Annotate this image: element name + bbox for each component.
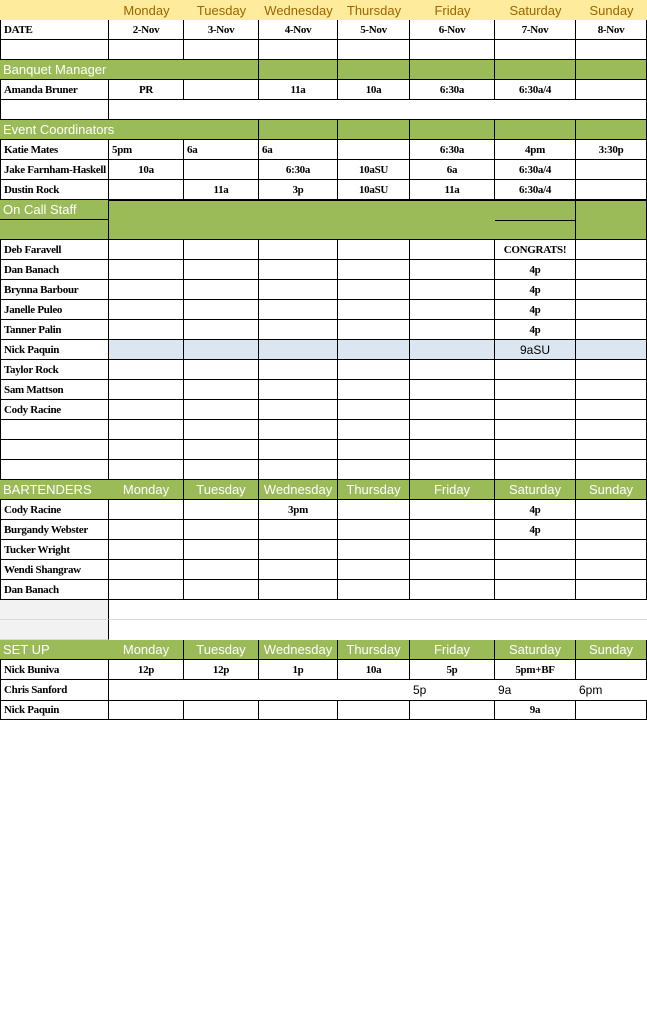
staff-row [0,280,647,300]
day-header-monday[interactable]: Monday [109,480,184,500]
empty-cell[interactable] [0,620,109,640]
day-header-tuesday[interactable]: Tuesday [184,640,259,660]
staff-row [0,260,647,280]
date-cell[interactable]: 2-Nov [109,20,184,40]
shift-cell[interactable]: 10a [338,660,410,680]
empty-cell[interactable] [338,440,410,460]
shift-cell[interactable] [338,560,410,580]
empty-cell[interactable] [109,100,647,120]
shift-cell[interactable] [184,240,259,260]
shift-cell[interactable]: 9aSU [495,340,576,360]
shift-cell[interactable] [109,180,184,200]
empty-cell[interactable] [495,40,576,60]
shift-cell[interactable] [109,240,184,260]
section-fill-cell[interactable] [410,120,495,140]
staff-name[interactable]: Dan Banach [0,260,109,280]
day-header-saturday[interactable]: Saturday [495,480,576,500]
shift-cell[interactable]: 12p [109,660,184,680]
shift-cell[interactable] [410,580,495,600]
staff-row [0,160,647,180]
section-title[interactable]: On Call Staff [0,200,109,220]
shift-cell[interactable]: 11a [259,80,338,100]
shift-cell[interactable] [410,400,495,420]
empty-cell[interactable] [338,460,410,480]
shift-cell[interactable] [338,280,410,300]
staff-name[interactable]: Cody Racine [0,500,109,520]
shift-cell[interactable]: 4p [495,300,576,320]
shift-cell[interactable] [576,500,647,520]
shift-cell[interactable] [576,660,647,680]
shift-cell[interactable] [184,700,259,720]
empty-cell[interactable] [576,420,647,440]
blank-row [0,440,647,460]
shift-cell[interactable] [109,500,184,520]
shift-cell[interactable] [259,340,338,360]
staff-row [0,500,647,520]
staff-name[interactable]: Dan Banach [0,580,109,600]
empty-cell[interactable] [0,420,109,440]
shift-cell[interactable] [109,380,184,400]
section-fill-cell[interactable] [576,120,647,140]
shift-cell[interactable] [259,320,338,340]
on-call-merged-block[interactable] [108,200,496,240]
shift-cell[interactable]: 6a [259,140,338,160]
shift-cell[interactable] [576,80,647,100]
empty-cell[interactable] [410,460,495,480]
staff-name[interactable]: Nick Buniva [0,660,109,680]
staff-row [0,580,647,600]
staff-row [0,320,647,340]
shift-cell[interactable]: 10a [338,80,410,100]
staff-row [0,240,647,260]
shift-cell[interactable] [410,320,495,340]
shift-cell[interactable] [495,580,576,600]
staff-row [0,300,647,320]
shift-cell[interactable] [109,560,184,580]
staff-row [0,560,647,580]
shift-cell[interactable] [259,300,338,320]
shift-cell[interactable] [184,680,259,700]
shift-cell[interactable] [338,340,410,360]
staff-name[interactable]: Jake Farnham-Haskell [0,160,109,180]
shift-cell[interactable] [259,580,338,600]
staff-name[interactable]: Wendi Shangraw [0,560,109,580]
section-header-on-call [0,200,647,240]
section-fill-cell[interactable] [495,120,576,140]
section-fill-cell[interactable] [338,60,410,80]
shift-cell[interactable]: PR [109,80,184,100]
empty-cell[interactable] [410,440,495,460]
section-header-banquet-manager [0,60,647,80]
shift-cell[interactable] [410,700,495,720]
section-fill-cell[interactable] [0,220,109,240]
section-fill-cell[interactable] [338,120,410,140]
shift-cell[interactable] [338,320,410,340]
shift-cell[interactable] [109,520,184,540]
shift-cell[interactable] [495,380,576,400]
shift-cell[interactable] [410,260,495,280]
shift-cell[interactable]: 9a [495,700,576,720]
day-header-saturday[interactable]: Saturday [495,640,576,660]
shift-cell[interactable] [410,360,495,380]
shift-cell[interactable] [109,400,184,420]
shift-cell[interactable] [259,400,338,420]
shift-cell[interactable] [410,380,495,400]
staff-row [0,700,647,720]
shift-cell[interactable] [338,680,410,700]
shift-cell[interactable] [109,280,184,300]
staff-name[interactable]: Tanner Palin [0,320,109,340]
shift-cell[interactable]: 6:30a/4 [495,180,576,200]
shift-cell[interactable] [338,380,410,400]
shift-cell[interactable] [184,320,259,340]
section-fill-cell[interactable] [259,60,338,80]
shift-cell[interactable] [259,240,338,260]
blank-row [0,460,647,480]
shift-cell[interactable] [109,700,184,720]
shift-cell[interactable] [184,560,259,580]
empty-cell[interactable] [0,100,109,120]
shift-cell[interactable] [109,340,184,360]
section-header-bartenders [0,480,647,500]
shift-cell[interactable]: 12p [184,660,259,680]
shift-cell[interactable]: 6:30a [259,160,338,180]
shift-cell[interactable]: 6:30a [410,140,495,160]
empty-cell[interactable] [410,40,495,60]
empty-cell[interactable] [184,420,259,440]
blank-row [0,600,647,620]
day-header-row [0,0,647,20]
date-cell[interactable]: 6-Nov [410,20,495,40]
shift-cell[interactable] [495,360,576,380]
blank-row [0,620,647,640]
empty-cell[interactable] [109,420,184,440]
day-header-wednesday[interactable]: Wednesday [259,640,338,660]
shift-cell[interactable]: 9a [498,683,512,697]
staff-row [0,180,647,200]
staff-row [0,520,647,540]
empty-cell[interactable] [0,440,109,460]
empty-cell[interactable] [338,40,410,60]
date-cell[interactable]: 7-Nov [495,20,576,40]
section-fill-cell[interactable] [259,120,338,140]
empty-cell[interactable] [109,460,184,480]
staff-row [0,140,647,160]
shift-cell[interactable]: 3:30p [576,140,647,160]
header-corner-cell[interactable] [0,0,109,20]
empty-cell[interactable] [184,40,259,60]
shift-cell[interactable] [109,580,184,600]
section-header-set-up [0,640,647,660]
shift-cell[interactable] [576,560,647,580]
shift-cell[interactable]: 10a [109,160,184,180]
staff-row-highlighted [0,340,647,360]
shift-cell[interactable] [576,160,647,180]
blank-row [0,420,647,440]
empty-cell[interactable] [0,40,109,60]
shift-cell[interactable]: 4p [495,260,576,280]
empty-cell[interactable] [109,620,647,640]
shift-cell[interactable] [410,280,495,300]
shift-cell[interactable] [338,500,410,520]
section-fill-cell[interactable] [410,60,495,80]
shift-cell[interactable] [259,540,338,560]
staff-name[interactable]: Katie Mates [0,140,109,160]
staff-name[interactable]: Taylor Rock [0,360,109,380]
date-cell[interactable]: 3-Nov [184,20,259,40]
shift-cell[interactable] [576,580,647,600]
empty-cell[interactable] [495,460,576,480]
shift-cell[interactable] [184,380,259,400]
shift-cell[interactable] [495,560,576,580]
staff-name[interactable]: Tucker Wright [0,540,109,560]
shift-cell[interactable]: 6:30a/4 [495,160,576,180]
shift-cell[interactable] [338,520,410,540]
shift-cell[interactable] [410,520,495,540]
shift-cell[interactable] [259,380,338,400]
shift-cell[interactable] [410,560,495,580]
empty-cell[interactable] [0,460,109,480]
shift-cell[interactable] [576,700,647,720]
shift-cell[interactable] [259,560,338,580]
empty-cell[interactable] [259,40,338,60]
empty-cell[interactable] [410,420,495,440]
staff-name[interactable]: Dustin Rock [0,180,109,200]
day-header-wednesday[interactable]: Wednesday [259,480,338,500]
shift-cell[interactable]: 6pm [579,683,603,697]
shift-cell[interactable] [338,140,410,160]
staff-name[interactable]: Amanda Bruner [0,80,109,100]
empty-cell[interactable] [576,440,647,460]
shift-cell[interactable] [109,540,184,560]
shift-cell[interactable]: 4pm [495,140,576,160]
shift-cell[interactable] [184,400,259,420]
shift-cell[interactable] [576,340,647,360]
day-header-sunday[interactable]: Sunday [576,480,647,500]
empty-cell[interactable] [184,440,259,460]
empty-cell[interactable] [338,420,410,440]
shift-cell[interactable]: 6a [410,160,495,180]
empty-cell[interactable] [576,40,647,60]
shift-cell[interactable]: 5pm [109,140,184,160]
blank-row [0,100,647,120]
shift-cell[interactable] [576,320,647,340]
day-header-thursday[interactable]: Thursday [338,640,410,660]
shift-cell[interactable] [576,280,647,300]
shift-cell[interactable]: 4p [495,280,576,300]
shift-cell[interactable] [495,400,576,420]
shift-cell[interactable] [576,540,647,560]
shift-cell[interactable] [184,80,259,100]
shift-cell[interactable] [576,520,647,540]
day-header-saturday[interactable]: Saturday [495,0,576,20]
on-call-saturday-block-bottom[interactable] [495,220,576,240]
section-title[interactable]: BARTENDERS [0,480,109,500]
shift-cell[interactable] [410,540,495,560]
empty-cell[interactable] [109,600,647,620]
shift-cell[interactable]: 10aSU [338,160,410,180]
shift-cell[interactable] [109,680,184,700]
date-cell[interactable]: 5-Nov [338,20,410,40]
staff-name[interactable]: Burgandy Webster [0,520,109,540]
shift-cell[interactable]: 3pm [259,500,338,520]
shift-cell[interactable] [338,400,410,420]
date-label[interactable]: DATE [0,20,109,40]
shift-cell[interactable] [184,300,259,320]
shift-cell[interactable] [259,700,338,720]
shift-cell[interactable] [410,240,495,260]
day-header-friday[interactable]: Friday [410,480,495,500]
shift-cell[interactable] [259,680,338,700]
shift-cell[interactable]: 4p [495,320,576,340]
section-fill-cell[interactable] [184,60,259,80]
shift-cell[interactable] [576,180,647,200]
shift-cell[interactable]: 3p [259,180,338,200]
staff-name[interactable]: Nick Paquin [0,700,109,720]
date-cell[interactable]: 8-Nov [576,20,647,40]
shift-cell[interactable] [576,360,647,380]
shift-cell[interactable] [338,260,410,280]
shift-cell[interactable] [410,340,495,360]
section-fill-cell[interactable] [184,120,259,140]
staff-row [0,660,647,680]
shift-cell[interactable] [338,360,410,380]
shift-cell[interactable] [338,540,410,560]
on-call-sunday-block[interactable] [575,200,647,240]
shift-cell[interactable]: CONGRATS! [495,240,576,260]
shift-cell[interactable] [576,260,647,280]
empty-cell[interactable] [259,420,338,440]
shift-cell[interactable] [259,280,338,300]
shift-cell[interactable] [338,580,410,600]
shift-cell[interactable] [184,340,259,360]
shift-cell[interactable] [109,300,184,320]
shift-cell[interactable] [184,500,259,520]
empty-cell[interactable] [495,440,576,460]
day-header-tuesday[interactable]: Tuesday [184,0,259,20]
shift-cell[interactable] [259,260,338,280]
day-header-friday[interactable]: Friday [410,0,495,20]
staff-row [0,360,647,380]
staff-row [0,680,647,700]
shift-cell[interactable] [109,360,184,380]
staff-row [0,400,647,420]
staff-name[interactable]: Brynna Barbour [0,280,109,300]
day-header-thursday[interactable]: Thursday [338,0,410,20]
shift-cell[interactable] [576,380,647,400]
shift-cell[interactable] [109,320,184,340]
shift-cell[interactable]: 5pm+BF [495,660,576,680]
date-cell[interactable]: 4-Nov [259,20,338,40]
shift-cell[interactable]: 10aSU [338,180,410,200]
shift-cell[interactable] [410,300,495,320]
day-header-thursday[interactable]: Thursday [338,480,410,500]
staff-name[interactable]: Cody Racine [0,400,109,420]
shift-cell[interactable]: 4p [495,500,576,520]
shift-cell[interactable]: 4p [495,520,576,540]
section-fill-cell[interactable] [576,60,647,80]
staff-name[interactable]: Deb Faravell [0,240,109,260]
section-title[interactable]: Event Coordinators [0,120,184,140]
shift-cell[interactable] [184,540,259,560]
staff-name[interactable]: Chris Sanford [0,680,109,700]
shift-cell[interactable]: 1p [259,660,338,680]
day-header-tuesday[interactable]: Tuesday [184,480,259,500]
shift-cell[interactable] [184,360,259,380]
blank-row [0,40,647,60]
date-row [0,20,647,40]
shift-cell[interactable] [338,700,410,720]
day-header-monday[interactable]: Monday [109,640,184,660]
day-header-monday[interactable]: Monday [109,0,184,20]
shift-cell[interactable] [576,300,647,320]
empty-cell[interactable] [184,460,259,480]
empty-cell[interactable] [0,600,109,620]
empty-cell[interactable] [495,420,576,440]
shift-cell[interactable] [184,160,259,180]
shift-cell[interactable] [338,300,410,320]
empty-cell[interactable] [259,460,338,480]
staff-row [0,80,647,100]
staff-row [0,540,647,560]
shift-cell[interactable] [410,500,495,520]
shift-cell[interactable] [338,240,410,260]
empty-cell[interactable] [109,40,184,60]
shift-cell[interactable] [109,260,184,280]
day-header-wednesday[interactable]: Wednesday [259,0,338,20]
on-call-saturday-block-top[interactable] [495,200,576,221]
shift-cell[interactable] [184,580,259,600]
shift-cell[interactable] [576,240,647,260]
shift-cell[interactable]: 11a [184,180,259,200]
shift-cell[interactable] [495,540,576,560]
shift-cell[interactable] [184,260,259,280]
staff-name[interactable]: Nick Paquin [0,340,109,360]
day-header-sunday[interactable]: Sunday [576,0,647,20]
empty-cell[interactable] [109,440,184,460]
shift-cell[interactable]: 6:30a [410,80,495,100]
shift-cell[interactable]: 5p [410,660,495,680]
shift-cell[interactable] [576,400,647,420]
section-header-event-coordinators [0,120,647,140]
shift-cell[interactable] [259,520,338,540]
shift-cell[interactable] [259,360,338,380]
shift-cell[interactable] [184,520,259,540]
shift-cell[interactable]: 11a [410,180,495,200]
staff-row [0,380,647,400]
day-header-friday[interactable]: Friday [410,640,495,660]
shift-cell[interactable] [184,280,259,300]
empty-cell[interactable] [576,460,647,480]
section-title[interactable]: SET UP [0,640,109,660]
shift-cell[interactable]: 6:30a/4 [495,80,576,100]
staff-name[interactable]: Sam Mattson [0,380,109,400]
staff-name[interactable]: Janelle Puleo [0,300,109,320]
empty-cell[interactable] [259,440,338,460]
shift-cell[interactable]: 5p [413,683,427,697]
day-header-sunday[interactable]: Sunday [576,640,647,660]
section-title[interactable]: Banquet Manager [0,60,184,80]
shift-cell[interactable]: 6a [184,140,259,160]
section-fill-cell[interactable] [495,60,576,80]
